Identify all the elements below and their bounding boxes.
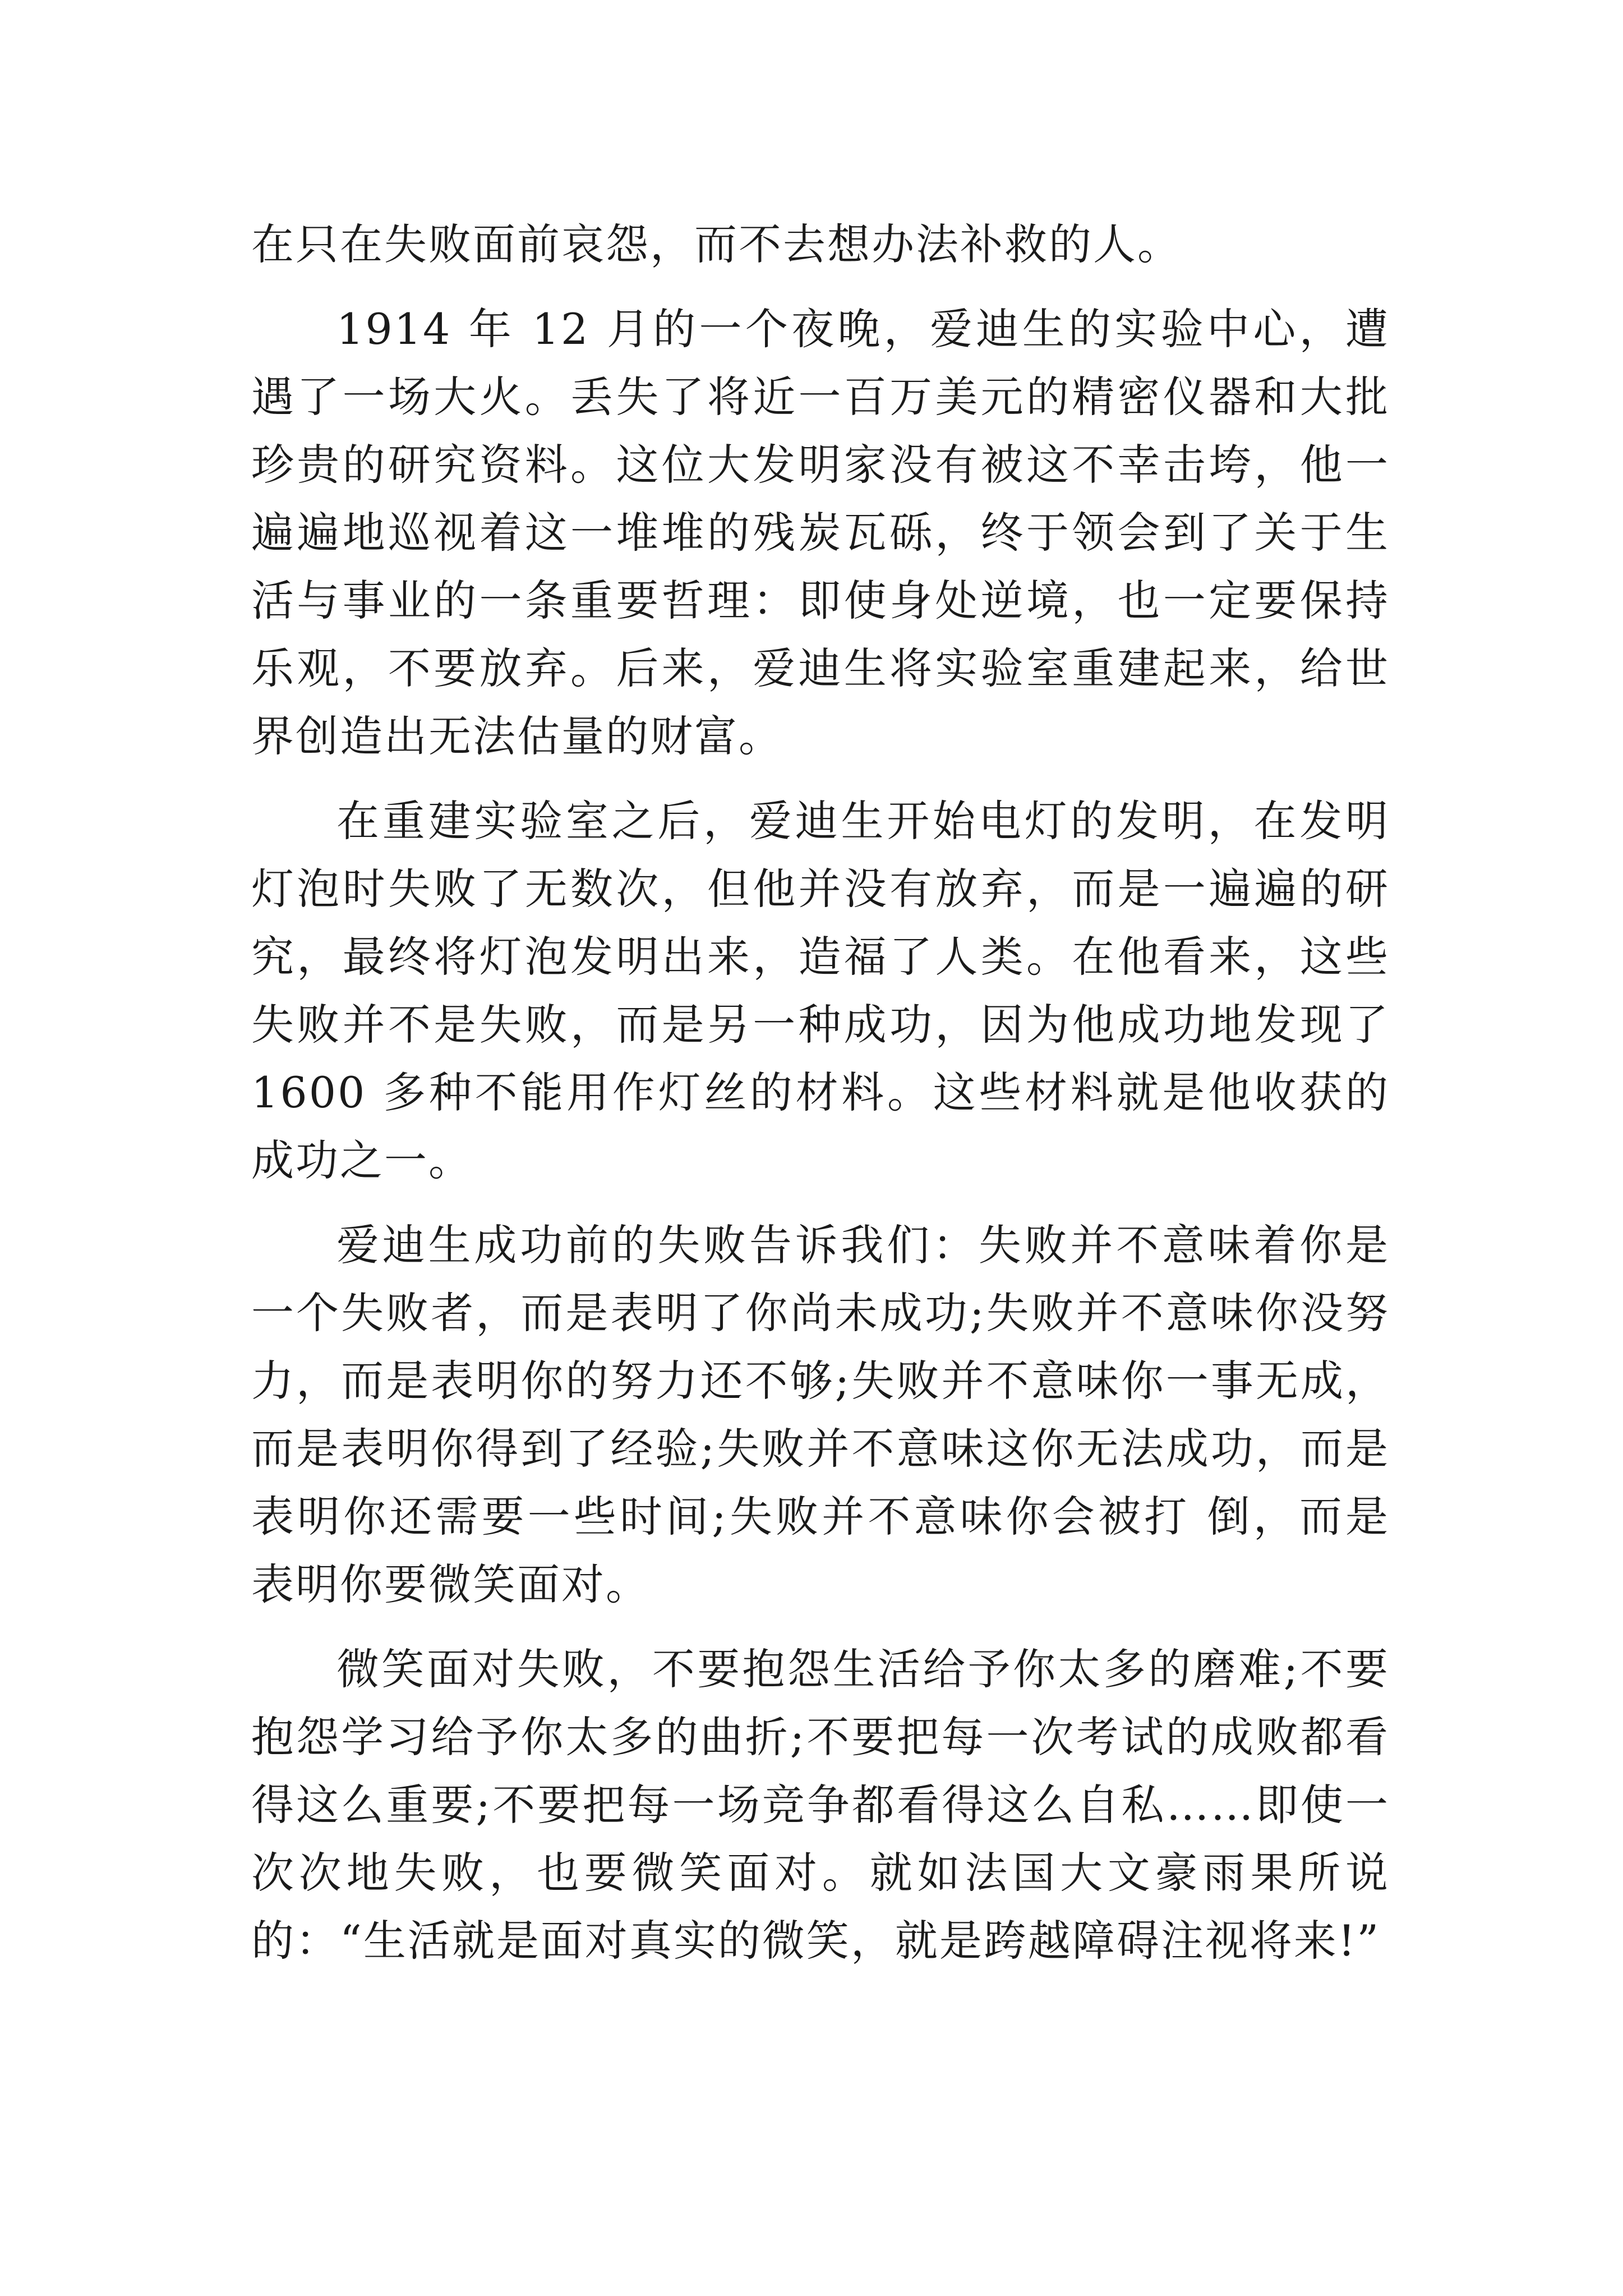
paragraph-light-bulb: 在重建实验室之后，爱迪生开始电灯的发明，在发明灯泡时失败了无数次，但他并没有放弃，而是一遍遍的研究，最终将灯泡发明出来，造福了人类。在他看来，这些失败并不是失败，而是另一种成功，因为他成功地发现了 1600 多种不能用作灯丝的材料。这些材料就是他收获的成功之一。 — [251, 796, 1390, 1185]
paragraph-lesson: 爱迪生成功前的失败告诉我们：失败并不意味着你是一个失败者，而是表明了你尚未成功;失败并不意味你没努力，而是表明你的努力还不够;失败并不意味你一事无成，而是表明你得到了经验;失败并不意味这你无法成功，而是表明你还需要一些时间;失败并不意味你会被打 倒，而是表明你要微笑面对。 — [251, 1220, 1390, 1609]
paragraph-fire: 1914 年 12 月的一个夜晚，爱迪生的实验中心，遭遇了一场大火。丢失了将近一百万美元的精密仪器和大批珍贵的研究资料。这位大发明家没有被这不幸击垮，他一遍遍地巡视着这一堆堆的残炭瓦砾，终于领会到了关于生活与事业的一条重要哲理：即使身处逆境，也一定要保持乐观，不要放弃。后来，爱迪生将实验室重建起来，给世界创造出无法估量的财富。 — [251, 304, 1390, 761]
document-body — [251, 210, 1390, 1975]
paragraph-smile: 微笑面对失败，不要抱怨生活给予你太多的磨难;不要抱怨学习给予你太多的曲折;不要把每一次考试的成败都看得这么重要;不要把每一场竞争都看得这么自私……即使一次次地失败，也要微笑面对。就如法国大文豪雨果所说的：“生活就是面对真实的微笑，就是跨越障碍注视将来!” — [251, 1644, 1390, 1966]
paragraph-continuation: 在只在失败面前哀怨，而不去想办法补救的人。 — [251, 219, 1182, 269]
